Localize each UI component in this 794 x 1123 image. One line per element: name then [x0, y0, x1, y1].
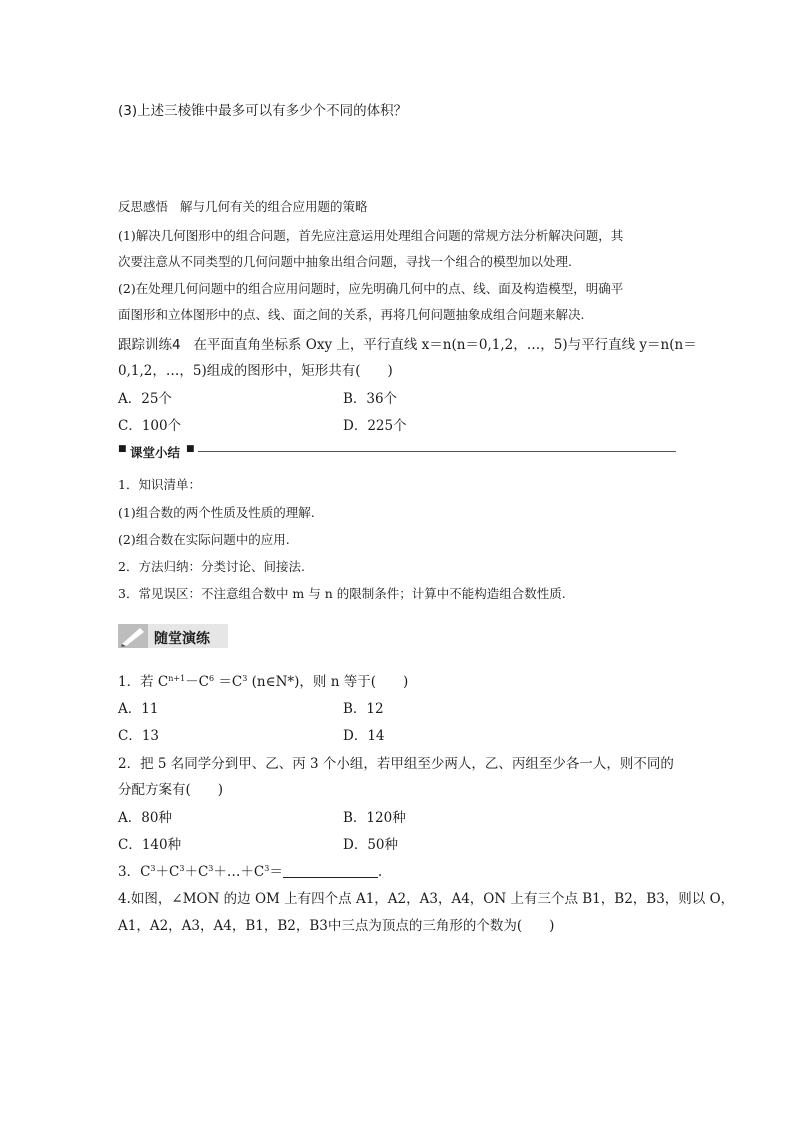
q1-rest: ＝C [218, 674, 243, 690]
training-line1 [118, 333, 697, 353]
training-option-a: A．25个 [118, 391, 172, 407]
practice-banner [118, 624, 228, 648]
pencil-icon [118, 624, 148, 648]
q1-prefix: 1．若 C [118, 674, 169, 690]
practice-banner-title: 随堂演练 [154, 631, 210, 647]
q2-line2: 分配方案有( ) [118, 782, 224, 798]
reflection-heading [118, 197, 367, 215]
q3-blank [283, 865, 378, 878]
q1-option-d: D．14 [343, 728, 385, 744]
q4-line1: 4.如图，∠MON 的边 OM 上有四个点 A1，A2，A3，A4，ON 上有三个点 B1，B2，B3，则以 O， [118, 891, 735, 907]
summary-item-2: (1)组合数的两个性质及性质的理解. [118, 505, 315, 520]
q1-tail: (n∈N*)，则 n 等于( ) [251, 674, 409, 690]
q3-text: 3．C [118, 864, 151, 880]
practice-q3: 3．$C^3+C^3+C^3+\dots+C^3=$ . [118, 864, 383, 880]
question-3: (3)上述三棱锥中最多可以有多少个不同的体积？ [118, 103, 408, 119]
reflection-p2-line1: (2)在处理几何问题中的组合应用问题时，应先明确几何中的点、线、面及构造模型，明确平 [118, 281, 624, 296]
training-text: 在平面直角坐标系 Oxy 上，平行直线 x＝n(n＝0,1,2，…，5)与平行直线 y＝n(n＝ [193, 337, 697, 353]
training-option-c: C．100个 [118, 418, 182, 434]
q1-option-a: A．11 [118, 701, 159, 717]
summary-bullet-left: ■ [118, 444, 127, 454]
q2-option-a: A．80种 [118, 810, 172, 826]
summary-bullet-right: ■ [186, 444, 195, 454]
reflection-label: 反思感悟 [118, 199, 169, 214]
summary-item-3: (2)组合数在实际问题中的应用. [118, 532, 290, 547]
practice-q1: 1．若 $C^{n+1}-C^6 =C^3$ (n∈N*)，则 n 等于( ) [118, 674, 409, 690]
summary-item-5: 3．常见误区：不注意组合数中 m 与 n 的限制条件；计算中不能构造组合数性质. [118, 586, 566, 601]
training-option-d: D．225个 [343, 418, 407, 434]
reflection-p2-line2: 面图形和立体图形中的点、线、面之间的关系，再将几何问题抽象成组合问题来解决. [118, 307, 585, 322]
training-line2: 0,1,2，…，5)组成的图形中，矩形共有( ) [118, 363, 393, 379]
summary-item-1: 1．知识清单： [118, 477, 201, 492]
q1-option-c: C．13 [118, 728, 160, 744]
q2-line1: 2．把 5 名同学分到甲、乙、丙 3 个小组，若甲组至少两人，乙、丙组至少各一人，则不同的 [118, 756, 674, 772]
q4-line2: A1，A2，A3，A4，B1，B2，B3中三点为顶点的三角形的个数为( ) [118, 918, 555, 934]
training-option-b: B．36个 [343, 391, 398, 407]
summary-item-4: 2．方法归纳：分类讨论、间接法. [118, 559, 305, 574]
q2-option-b: B．120种 [343, 810, 406, 826]
training-label: 跟踪训练4 [118, 337, 181, 353]
q1-option-b: B．12 [343, 701, 384, 717]
reflection-p1-line1: (1)解决几何图形中的组合问题，首先应注意运用处理组合问题的常规方法分析解决问题，其 [118, 228, 624, 243]
reflection-p1-line2: 次要注意从不同类型的几何问题中抽象出组合问题，寻找一个组合的模型加以处理. [118, 254, 572, 269]
q2-option-d: D．50种 [343, 837, 399, 853]
q2-option-c: C．140种 [118, 837, 182, 853]
summary-header: 课堂小结 [130, 445, 181, 460]
summary-divider [198, 451, 676, 452]
reflection-title: 解与几何有关的组合应用题的策略 [179, 199, 368, 214]
